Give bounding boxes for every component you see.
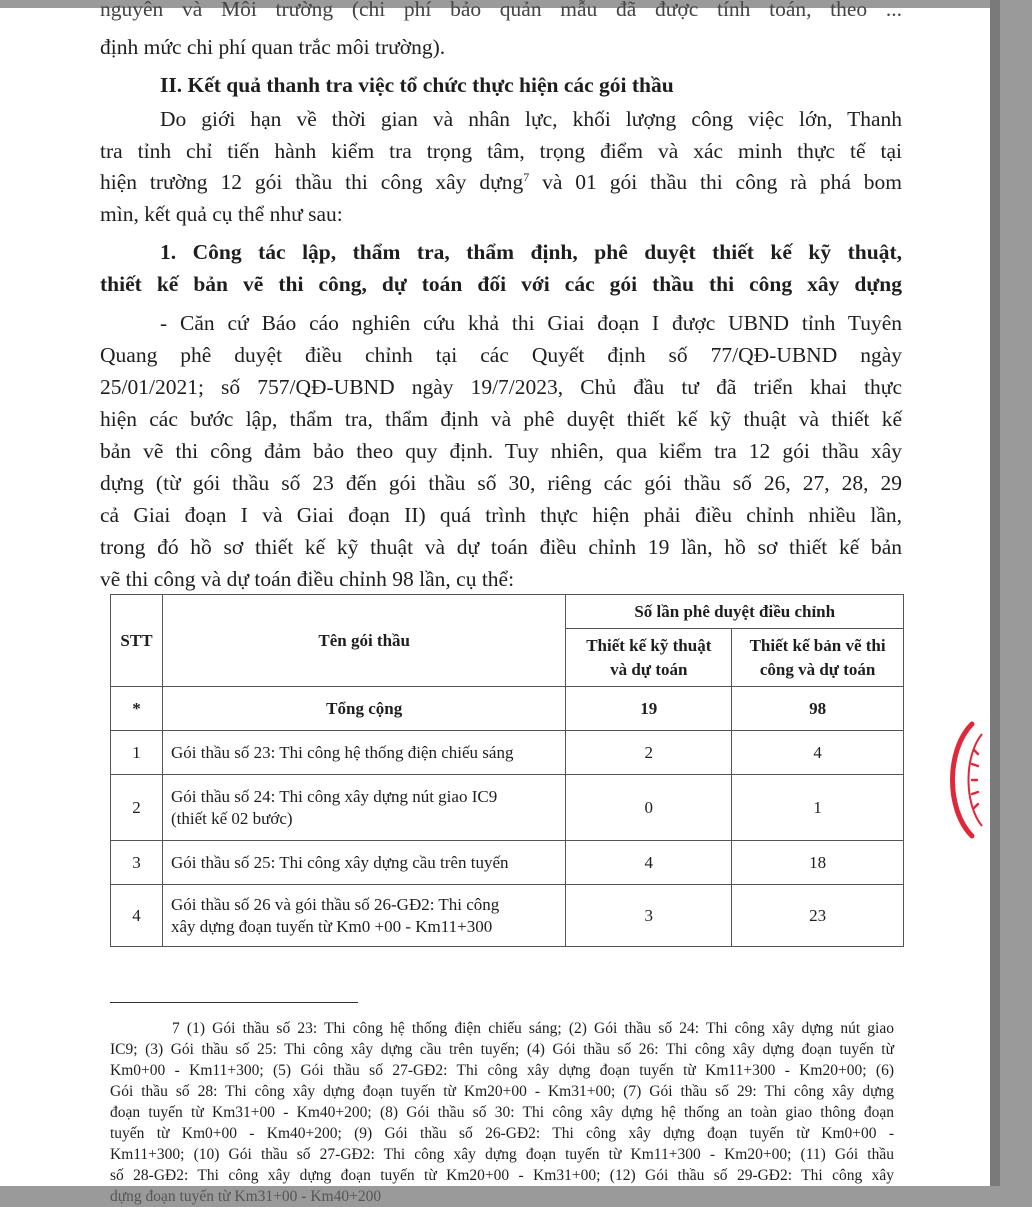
section-heading: II. Kết quả thanh tra việc tổ chức thực hiện các gói thầu <box>160 73 674 97</box>
row-package-name: Gói thầu số 23: Thi công hệ thống điện chiếu sáng <box>162 731 565 775</box>
header-line: và dự toán <box>610 659 688 679</box>
header-adjustment-count: Số lần phê duyệt điều chỉnh <box>566 595 904 629</box>
header-stt: STT <box>111 595 163 687</box>
text-line: tra tỉnh chỉ tiến hành kiểm tra trọng tâm, trọng điểm và xác minh thực tế tại <box>100 139 902 163</box>
table-row <box>111 731 904 775</box>
text-line: bản vẽ thi công đảm bảo theo quy định. Tuy nhiên, qua kiểm tra 12 gói thầu xây <box>100 439 902 463</box>
footnote-line: 7 (1) Gói thầu số 23: Thi công hệ thống điện chiếu sáng; (2) Gói thầu số 24: Thi công xây dựng nút giao <box>172 1020 894 1037</box>
footnote-line: Km11+300; (10) Gói thầu số 27-GĐ2: Thi công xây dựng đoạn tuyến từ Km11+300 - Km20+00; (11) Gói thầu <box>110 1146 894 1163</box>
table-header-row <box>111 595 904 629</box>
text-line: vẽ thi công và dự toán điều chỉnh 98 lần, cụ thể: <box>100 567 515 591</box>
row-package-name <box>162 885 565 947</box>
red-seal-stamp <box>952 720 1032 840</box>
row-stt: 2 <box>111 775 163 841</box>
text-line: - Căn cứ Báo cáo nghiên cứu khả thi Giai đoạn I được UBND tỉnh Tuyên <box>160 311 902 335</box>
text-line: mìn, kết quả cụ thể như sau: <box>100 202 343 226</box>
name-line: (thiết kế 02 bước) <box>170 808 293 828</box>
footnote-line: đoạn tuyến từ Km31+00 - Km40+200; (8) Gói thầu số 30: Thi công xây dựng hệ thống an toàn giao thông đoạn <box>110 1104 894 1121</box>
subsection-heading: 1. Công tác lập, thẩm tra, thẩm định, phê duyệt thiết kế kỹ thuật, <box>160 240 902 264</box>
header-construction-drawing <box>732 629 904 687</box>
footnote-line: dựng đoạn tuyến từ Km31+00 - Km40+200 <box>110 1188 382 1205</box>
header-line: Thiết kế kỹ thuật <box>586 635 712 655</box>
row-technical: 0 <box>566 775 732 841</box>
row-drawing: 1 <box>732 775 904 841</box>
name-line: Gói thầu số 24: Thi công xây dựng nút giao IC9 <box>170 786 498 806</box>
row-package-name: Gói thầu số 25: Thi công xây dựng cầu trên tuyến <box>162 841 565 885</box>
subsection-heading: thiết kế bản vẽ thi công, dự toán đối với các gói thầu thi công xây dựng <box>100 272 902 296</box>
footnote <box>110 1018 894 1207</box>
header-line: công và dự toán <box>759 659 876 679</box>
row-drawing: 23 <box>732 885 904 947</box>
text-line: Do giới hạn về thời gian và nhân lực, khối lượng công việc lớn, Thanh <box>160 107 902 131</box>
footnote-line: số 28-GĐ2: Thi công xây dựng đoạn tuyến từ Km20+00 - Km31+00; (12) Gói thầu số 29-GĐ2: Thi công xây <box>110 1167 894 1184</box>
table-row <box>111 775 904 841</box>
total-technical: 19 <box>566 687 732 731</box>
text-line <box>100 167 902 198</box>
adjustment-table <box>110 594 904 947</box>
table-total-row <box>111 687 904 731</box>
text-line: định mức chi phí quan trắc môi trường). <box>100 35 446 59</box>
footnote-line: Gói thầu số 28: Thi công xây dựng đoạn tuyến từ Km20+00 - Km31+00; (7) Gói thầu số 29: Thi công xây dựng <box>110 1083 894 1100</box>
text-line: Quang phê duyệt điều chỉnh tại các Quyết định số 77/QĐ-UBND ngày <box>100 343 902 367</box>
window-edge <box>990 0 1000 1186</box>
text-line: dựng (từ gói thầu số 23 đến gói thầu số 30, riêng các gói thầu số 26, 27, 28, 29 <box>100 471 902 495</box>
total-label: Tổng cộng <box>162 687 565 731</box>
header-technical-design <box>566 629 732 687</box>
text-fragment: và 01 gói thầu thi công rà phá bom <box>529 170 902 194</box>
table-row <box>111 841 904 885</box>
header-line: Thiết kế bản vẽ thi <box>749 635 886 655</box>
text-line: cả Giai đoạn I và Giai đoạn II) quá trình thực hiện phải điều chỉnh nhiều lần, <box>100 503 902 527</box>
total-drawing: 98 <box>732 687 904 731</box>
row-technical: 3 <box>566 885 732 947</box>
footnote-line: tuyến từ Km0+00 - Km40+200; (9) Gói thầu số 26-GĐ2: Thi công xây dựng đoạn tuyến từ Km0+00 - <box>110 1125 894 1142</box>
row-drawing: 18 <box>732 841 904 885</box>
text-fragment: hiện trường 12 gói thầu thi công xây dựng <box>100 170 524 194</box>
text-line: hiện các bước lập, thẩm tra, thẩm định và phê duyệt thiết kế kỹ thuật và thiết kế <box>100 407 902 431</box>
row-technical: 2 <box>566 731 732 775</box>
header-package-name: Tên gói thầu <box>162 595 565 687</box>
footnote-ref: 7 <box>523 169 530 184</box>
row-stt: 1 <box>111 731 163 775</box>
footnote-separator <box>110 1002 358 1003</box>
name-line: Gói thầu số 26 và gói thầu số 26-GĐ2: Thi công <box>170 894 500 914</box>
table-row <box>111 885 904 947</box>
text-line: 25/01/2021; số 757/QĐ-UBND ngày 19/7/2023, Chủ đầu tư đã triển khai thực <box>100 375 902 399</box>
row-drawing: 4 <box>732 731 904 775</box>
row-package-name <box>162 775 565 841</box>
row-stt: 3 <box>111 841 163 885</box>
text-line: trong đó hồ sơ thiết kế kỹ thuật và dự toán điều chỉnh 19 lần, hồ sơ thiết kế bản <box>100 535 902 559</box>
name-line: xây dựng đoạn tuyến từ Km0 +00 - Km11+300 <box>170 916 493 936</box>
text-line: nguyên và Môi trường (chi phí bảo quản mẫu đã được tính toán, theo ... <box>100 0 902 21</box>
footnote-line: Km0+00 - Km11+300; (5) Gói thầu số 27-GĐ2: Thi công xây dựng đoạn tuyến từ Km11+300 - Km20+00; (6) <box>110 1062 894 1079</box>
footnote-line: IC9; (3) Gói thầu số 25: Thi công xây dựng cầu trên tuyến; (4) Gói thầu số 26: Thi công xây dựng đoạn tuyến từ <box>110 1041 894 1058</box>
row-stt: 4 <box>111 885 163 947</box>
total-stt: * <box>111 687 163 731</box>
row-technical: 4 <box>566 841 732 885</box>
